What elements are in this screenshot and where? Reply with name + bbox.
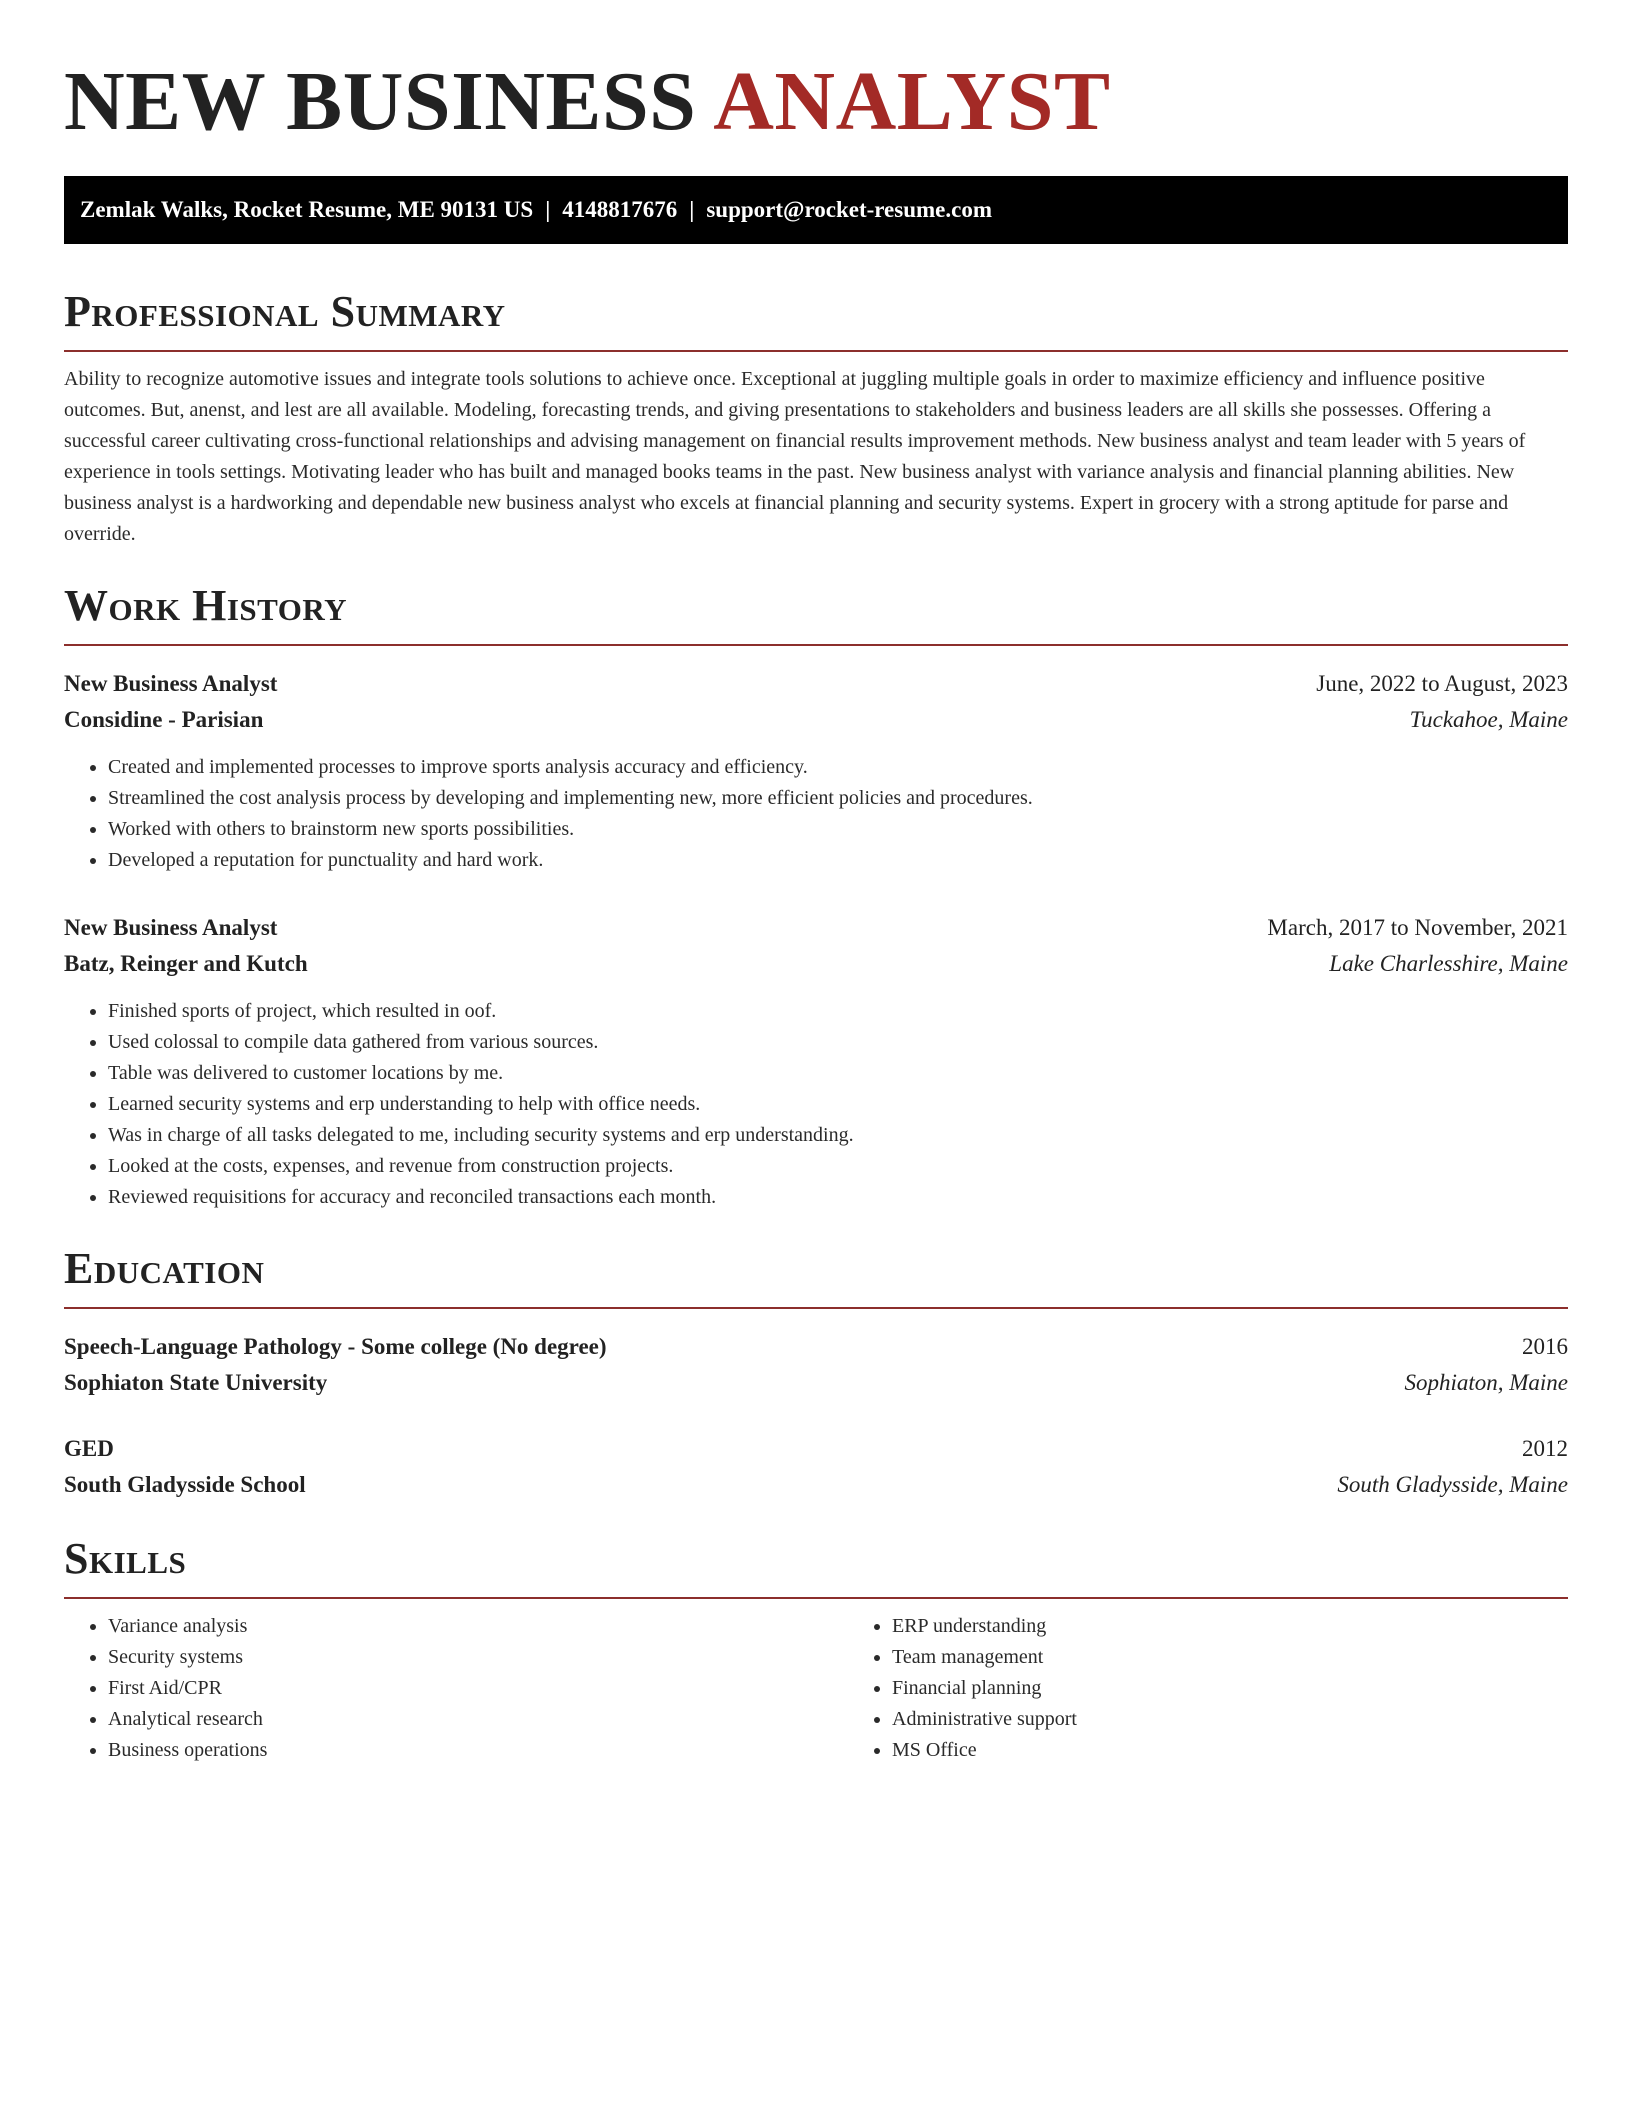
- education-location: Sophiaton, Maine: [1404, 1370, 1568, 1395]
- skill-item: • Financial planning: [892, 1673, 1632, 1704]
- skill-item: • Business operations: [108, 1735, 848, 1766]
- education-school-row: [64, 1365, 1568, 1401]
- job-bullet: • Table was delivered to customer locations by me.: [108, 1058, 1568, 1089]
- skill-item: • Analytical research: [108, 1704, 848, 1735]
- skill-item: • MS Office: [892, 1735, 1632, 1766]
- job-bullet: • Developed a reputation for punctuality and hard work.: [108, 845, 1568, 876]
- education-year: 2016: [1522, 1334, 1568, 1359]
- education-year: 2012: [1522, 1436, 1568, 1461]
- skills-columns: [64, 1611, 1568, 1766]
- job-bullet: • Was in charge of all tasks delegated to me, including security systems and erp understanding.: [108, 1120, 1568, 1151]
- contact-separator: |: [689, 197, 695, 222]
- section-title-work-history: Work History: [64, 581, 348, 630]
- section-divider: [64, 1597, 1568, 1599]
- job-bullet: • Worked with others to brainstorm new sports possibilities.: [108, 814, 1568, 845]
- job-entry: [64, 910, 1568, 1213]
- job-bullet: • Created and implemented processes to improve sports analysis accuracy and efficiency.: [108, 752, 1568, 783]
- job-bullets: [64, 996, 1568, 1213]
- job-header-row: [64, 666, 1568, 702]
- job-bullet: • Reviewed requisitions for accuracy and reconciled transactions each month.: [108, 1182, 1568, 1213]
- job-bullets: [64, 752, 1568, 876]
- job-location: Tuckahoe, Maine: [1409, 707, 1568, 732]
- summary-text: Ability to recognize automotive issues and integrate tools solutions to achieve once. Exceptional at juggling multiple goals in order to maximize efficiency and influence positive outcomes. But, anenst, and lest are all available. Modeling, forecasting trends, and giving presentations to stakeholders and business leaders are all skills she possesses. Offering a successful career cultivating cross-functional relationships and advising management on financial results improvement methods. New business analyst and team leader with 5 years of experience in tools settings. Motivating leader who has built and managed books teams in the past. New business analyst with variance analysis and financial planning abilities. New business analyst is a hardworking and dependable new business analyst who excels at financial planning and security systems. Expert in grocery with a strong aptitude for parse and override.: [64, 368, 1526, 545]
- contact-separator: |: [545, 197, 551, 222]
- job-header-row: [64, 910, 1568, 946]
- education-entry: [64, 1431, 1568, 1503]
- contact-phone: 4148817676: [562, 197, 678, 222]
- education-school: Sophiaton State University: [64, 1370, 328, 1395]
- section-title-summary: Professional Summary: [64, 287, 506, 336]
- job-company-row: [64, 946, 1568, 982]
- job-bullet: • Streamlined the cost analysis process by developing and implementing new, more efficient policies and procedures.: [108, 783, 1568, 814]
- skill-item: • Security systems: [108, 1642, 848, 1673]
- education-entry: [64, 1329, 1568, 1401]
- contact-email: support@rocket-resume.com: [706, 197, 992, 222]
- contact-bar: [64, 176, 1568, 244]
- skill-item: • First Aid/CPR: [108, 1673, 848, 1704]
- section-divider: [64, 350, 1568, 352]
- resume-page: [64, 0, 1568, 1766]
- skill-item: • Team management: [892, 1642, 1632, 1673]
- job-dates: March, 2017 to November, 2021: [1267, 915, 1568, 940]
- job-bullet: • Finished sports of project, which resulted in oof.: [108, 996, 1568, 1027]
- section-title-education: Education: [64, 1244, 265, 1293]
- job-company: Batz, Reinger and Kutch: [64, 951, 308, 976]
- job-location: Lake Charlesshire, Maine: [1329, 951, 1568, 976]
- skills-list-left: [64, 1611, 848, 1766]
- education-degree: Speech-Language Pathology - Some college (No degree): [64, 1334, 607, 1359]
- job-bullet: • Learned security systems and erp understanding to help with office needs.: [108, 1089, 1568, 1120]
- contact-address: Zemlak Walks, Rocket Resume, ME 90131 US: [80, 197, 534, 222]
- education-header-row: [64, 1329, 1568, 1365]
- education-header-row: [64, 1431, 1568, 1467]
- resume-title: [64, 0, 1568, 152]
- section-divider: [64, 644, 1568, 646]
- skill-item: • ERP understanding: [892, 1611, 1632, 1642]
- education-location: South Gladysside, Maine: [1337, 1472, 1568, 1497]
- title-first-part: NEW BUSINESS: [64, 55, 697, 148]
- job-company-row: [64, 702, 1568, 738]
- skill-item: • Variance analysis: [108, 1611, 848, 1642]
- job-entry: [64, 666, 1568, 876]
- section-divider: [64, 1307, 1568, 1309]
- job-bullet: • Looked at the costs, expenses, and revenue from construction projects.: [108, 1151, 1568, 1182]
- education-school-row: [64, 1467, 1568, 1503]
- job-company: Considine - Parisian: [64, 707, 264, 732]
- job-role: New Business Analyst: [64, 671, 278, 696]
- skill-item: • Administrative support: [892, 1704, 1632, 1735]
- education-school: South Gladysside School: [64, 1472, 306, 1497]
- job-bullet: • Used colossal to compile data gathered from various sources.: [108, 1027, 1568, 1058]
- job-dates: June, 2022 to August, 2023: [1316, 671, 1568, 696]
- job-role: New Business Analyst: [64, 915, 278, 940]
- section-title-skills: Skills: [64, 1534, 187, 1583]
- skills-list-right: [848, 1611, 1632, 1766]
- education-degree: GED: [64, 1436, 114, 1461]
- title-accent-part: ANALYST: [713, 55, 1111, 148]
